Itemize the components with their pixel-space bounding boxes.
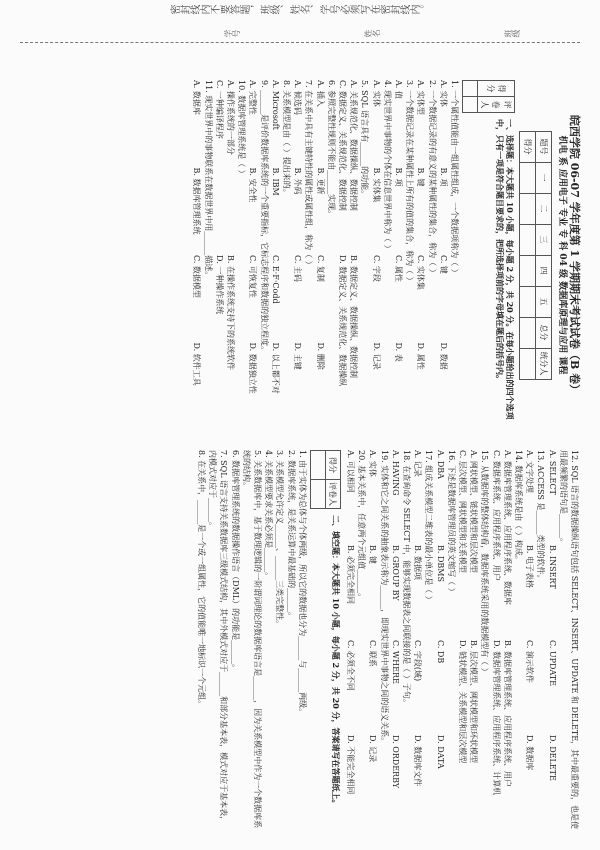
option: D. 数据库 (525, 735, 535, 771)
option-list (490, 450, 512, 830)
score-row-label: 得分 (519, 131, 535, 162)
option: D. 表 (393, 342, 403, 362)
fill-question: 5. 关系数据库中，基于数理逻辑的一阶谓词理论的数据库语言是______，因为关系模型中作为一个数据库系统的结构。 (241, 450, 262, 829)
score-header: 题号 (535, 131, 551, 162)
seal-notice: 密封线内不要答题，班级、姓名、学号必须写在密封线内。 (170, 6, 430, 17)
binding-fields (80, 28, 520, 40)
option-list (415, 80, 426, 430)
option: B. 在操作系统支持下的系统软件 (225, 255, 235, 370)
option: D. 数据独立性 (248, 342, 258, 394)
option-list (438, 80, 449, 430)
fill-question: 1. 由于实体为总体与个体两级，所以它的数据也分为______与______两级。 (297, 450, 307, 717)
option: A. 实体 (368, 450, 378, 477)
score-header: 统分人 (535, 348, 551, 379)
option-list (546, 450, 557, 830)
option: B. 更新 (315, 167, 325, 195)
option: A. 实体 (438, 80, 448, 107)
option: C. WHERE (390, 640, 400, 684)
exam-subtitle: 机电 系 应用电子 专业 专 科 04 级 数据库原理与应用 课程 (556, 135, 567, 375)
option: B. 项 (438, 167, 448, 187)
binding-margin (0, 0, 600, 70)
option: A. Microsoft (270, 80, 280, 130)
score-cell[interactable] (519, 162, 535, 193)
option: D. 主键 (293, 342, 303, 370)
fill-question: 2. 数据库系统，是关系运算中最基础的______。 (286, 450, 296, 621)
question-text: 1. 一个属性值能由一组属性组成，一个数据项称为（ ） (449, 80, 459, 277)
option: C. 键 (438, 255, 448, 274)
score-header: 一 (535, 162, 551, 193)
option: C. 层次模型、网状模型和关系模型 (457, 450, 467, 573)
option-list (434, 450, 445, 830)
section2-header (310, 450, 341, 830)
score-cell[interactable] (519, 224, 535, 255)
question-text: 10. 数据库管理系统是（ ） (237, 80, 247, 178)
option: B. 实体集 (371, 167, 381, 203)
option: C. 实体集 (416, 255, 426, 290)
option-list (345, 450, 356, 830)
binding-line (20, 42, 580, 43)
option: B. 数据定义、数据操纵、数据控制 (349, 255, 359, 378)
option: C. 数据模型 (192, 255, 202, 298)
option: B. 键 (416, 167, 426, 187)
question-text: 7. 在关系中具有主键特性的属性或属性组，称为（ ） (304, 80, 314, 269)
option: B. INSERT (547, 545, 557, 589)
score-header: 四 (535, 255, 551, 286)
option: B. 数据项 (413, 545, 423, 580)
option: A. 数据库管理系统、应用程序系统、数据库 (502, 450, 512, 605)
option: A. 插入 (315, 80, 325, 107)
question-text: 12. SQL 语言的数据操纵语句包括 SELECT、INSERT、UPDATE 和 DELETE，其中最重要的，也是使用最频繁的语句是______。 (558, 450, 579, 830)
option: B. 数据库管理系统、应用程序系统、用户 (502, 640, 512, 787)
option: B. 外码 (293, 167, 303, 195)
option-list (214, 80, 236, 430)
question-text: 8. 关系模型是由（ ）提出来的。 (281, 80, 291, 197)
option: C. 字段 (371, 255, 381, 282)
option: A. 候选码 (293, 80, 303, 115)
question-text: 11. 现实世界中的事物联系在数据世界中用______描述。 (203, 80, 213, 280)
option: A. 记录 (413, 450, 423, 477)
option: D. 数据 (438, 342, 448, 370)
question-text: 4. 现实世界中事物的个体在信息世界中称为（ ） (382, 80, 392, 253)
option: D. 以上都不对 (270, 342, 280, 394)
option: A. 实体 (371, 80, 381, 107)
grader-cell[interactable] (310, 480, 325, 509)
option: B. GROUP BY (390, 545, 400, 601)
grader-box (310, 450, 341, 509)
score-cell[interactable] (519, 348, 535, 379)
option: A. SELECT (547, 450, 557, 495)
score-header: 二 (535, 193, 551, 224)
option: D. 链状模型、关系模型和层次模型 (457, 640, 467, 764)
option: D. DELETE (547, 735, 557, 781)
left-column (191, 80, 580, 430)
question-text: 14. 数据库系统是由（ ）构成。 (513, 450, 523, 564)
grader-box (462, 80, 515, 113)
question-text: 3. 一个数据记录在某种属性上所有的值的集合，称为（ ） (405, 80, 415, 285)
field-id: 学号 (224, 29, 240, 38)
option: C. 数据库系统、应用程序系统、用户 (491, 450, 501, 581)
option: D. 不能完全相同 (345, 735, 355, 795)
grader-label: 评卷人 (477, 96, 514, 112)
option: A. 文字处理 (525, 450, 535, 493)
question-text: 18. 在查询命令 SELECT 中，能够实现数据表之间联接的是（ ）子句。 (401, 450, 411, 707)
option: D. 数据库管理系统、应用程序系统、计算机 (491, 640, 501, 796)
option: D. 属性 (416, 342, 426, 370)
score-table (519, 131, 552, 380)
question-text: 2. 一个数据记录的有意义的某种属性的集合，称为（ ） (427, 80, 437, 277)
question-text: 13. ACCESS 是______类型的软件。 (536, 450, 546, 583)
option: C. E·F·Codd (270, 255, 280, 304)
grader-label: 得分 (325, 451, 340, 480)
option-list (247, 80, 258, 430)
score-header: 三 (535, 224, 551, 255)
fill-question: 4. 关系模型要求关系必须是______。 (264, 450, 274, 581)
option: B. 键 (368, 545, 378, 564)
option: D. 数据库文件 (413, 735, 423, 787)
option: C. 必须全不同 (345, 640, 355, 691)
option: D. ORDERBY (390, 735, 400, 789)
option: C. 可恢复性 (248, 255, 258, 298)
fill-question: 8. 在关系中，______是一个或一组属性，它的值能唯一地标识一个元组。 (196, 450, 206, 709)
option: D. 一种操作系统 (214, 255, 224, 315)
option: D. 软件工具 (192, 342, 202, 386)
option-list (370, 80, 381, 430)
option-list (337, 80, 359, 430)
grader-label: 得分 (477, 81, 514, 97)
section1-title: 一、选择题：本大题共 10 小题，每小题 2 分，共 20 分。在每小题给出的四个选项中，只有一项是符合题目要求的，把所选择项前的字母填在题后的括号内。 (494, 118, 515, 420)
option: A. 实体型 (416, 80, 426, 115)
option-list (367, 450, 378, 830)
option: A. 网状模型、链状模型和层次模型 (469, 450, 479, 573)
option: B. 数据库管理系统 (192, 167, 202, 235)
option: B. 安全性 (248, 167, 258, 203)
option: A. DBA (435, 450, 445, 479)
grader-cell[interactable] (310, 451, 325, 480)
section2-questions (196, 450, 308, 830)
option-list (270, 80, 281, 430)
question-text: 20. 基本关系中，任意两个元组值______。 (357, 450, 367, 602)
question-text: 19. 实体和它之间关系的抽象表示称为______，即现实世界中事物之间的语义关系。 (379, 450, 389, 746)
option: A. HAVING (390, 450, 400, 496)
option-list (393, 80, 404, 430)
option: C. 演示软件 (525, 640, 535, 683)
right-column (196, 450, 580, 830)
option: C. 属性 (393, 255, 403, 282)
option: B. 层次模型、网状模型和环状模型 (469, 640, 479, 763)
section1-questions (191, 80, 460, 430)
option: A. 数据库 (192, 80, 202, 115)
option: C. DB (435, 640, 445, 664)
question-text: 9. ______是评价数据库系统的一个重要指标，它标志程序和数据的独立程度。 (259, 80, 269, 355)
score-header: 五 (535, 286, 551, 317)
score-cell[interactable] (519, 193, 535, 224)
section1-questions-cont (345, 450, 580, 830)
option: C. 一种编译程序 (214, 80, 224, 139)
option-list (314, 80, 325, 430)
question-text: 6. 参照完整性规则不能由______实现。 (326, 80, 336, 219)
option: D. 记录 (368, 735, 378, 763)
option: C. UPDATE (547, 640, 557, 686)
fill-question: 7. SQL 语言支持关系数据库三级模式结构，其中外模式对应于______和部分基本表，模式对应于基本表，内模式对应于______。 (208, 450, 229, 825)
option: D. 删除 (315, 342, 325, 370)
grader-cell[interactable] (462, 96, 477, 112)
question-text: 15. 从数据库的整体结构看，数据库系统采用的数据模型有（ ） (480, 450, 490, 676)
option-list (191, 80, 202, 430)
option: B. IBM (270, 167, 280, 196)
option: A. 操作系统的一部分 (225, 80, 235, 155)
option-list (524, 450, 535, 830)
score-cell[interactable] (519, 317, 535, 348)
option-list (457, 450, 479, 830)
option: D. 数据定义、关系规范化、数据操纵 (337, 255, 347, 387)
field-name: 姓名 (364, 29, 380, 38)
option: C. 字段(域) (413, 640, 423, 682)
option: A. 可以相同 (345, 450, 355, 493)
score-cell[interactable] (519, 286, 535, 317)
option: C. 数据定义、关系规范化、数据控制 (337, 80, 347, 211)
question-text: 5. SQL 语言具有______的功能。 (360, 80, 370, 199)
option: C. 主码 (293, 255, 303, 282)
option: D. 记录 (371, 342, 381, 370)
option: A. 关系规范化、数据操纵、数据控制 (349, 80, 359, 211)
option-list (390, 450, 401, 830)
option: B. 电子表格 (525, 545, 535, 588)
option: B. DBMS (435, 545, 445, 582)
field-class: 班级 (504, 29, 520, 38)
fill-question: 3. 关系模型允许定义______、______三类完整性。 (275, 450, 285, 629)
option: A. 完整性 (248, 80, 258, 115)
grader-cell[interactable] (462, 81, 477, 97)
question-text: 17. 组成关系模型二维表的最小单位是（ ） (424, 450, 434, 604)
question-text: 16. 下述是数据库管理员的英文缩写（ ） (446, 450, 456, 596)
option: D. DATA (435, 735, 445, 769)
section2-title: 二、填空题：本大题共 10 小题，每小题 2 分，共 20 分，答案请写在答题纸上。 (330, 515, 341, 808)
grader-label: 评卷人 (325, 480, 340, 509)
option: A. 值 (393, 80, 403, 99)
score-cell[interactable] (519, 255, 535, 286)
score-header: 总分 (535, 317, 551, 348)
section1-header (462, 80, 515, 430)
exam-title: 皖西学院 06-07 学年度第 1 学期期末考试试卷（B 卷） (568, 114, 581, 396)
option: B. 必须完全相同 (345, 545, 355, 604)
option: C. 复制 (315, 255, 325, 282)
option-list (292, 80, 303, 430)
option: B. 项 (393, 167, 403, 187)
option: C. 联系 (368, 640, 378, 667)
option-list (412, 450, 423, 830)
fill-question: 6. 数据库管理系统的数据操作语言（DML）的功能是______。 (230, 450, 240, 673)
